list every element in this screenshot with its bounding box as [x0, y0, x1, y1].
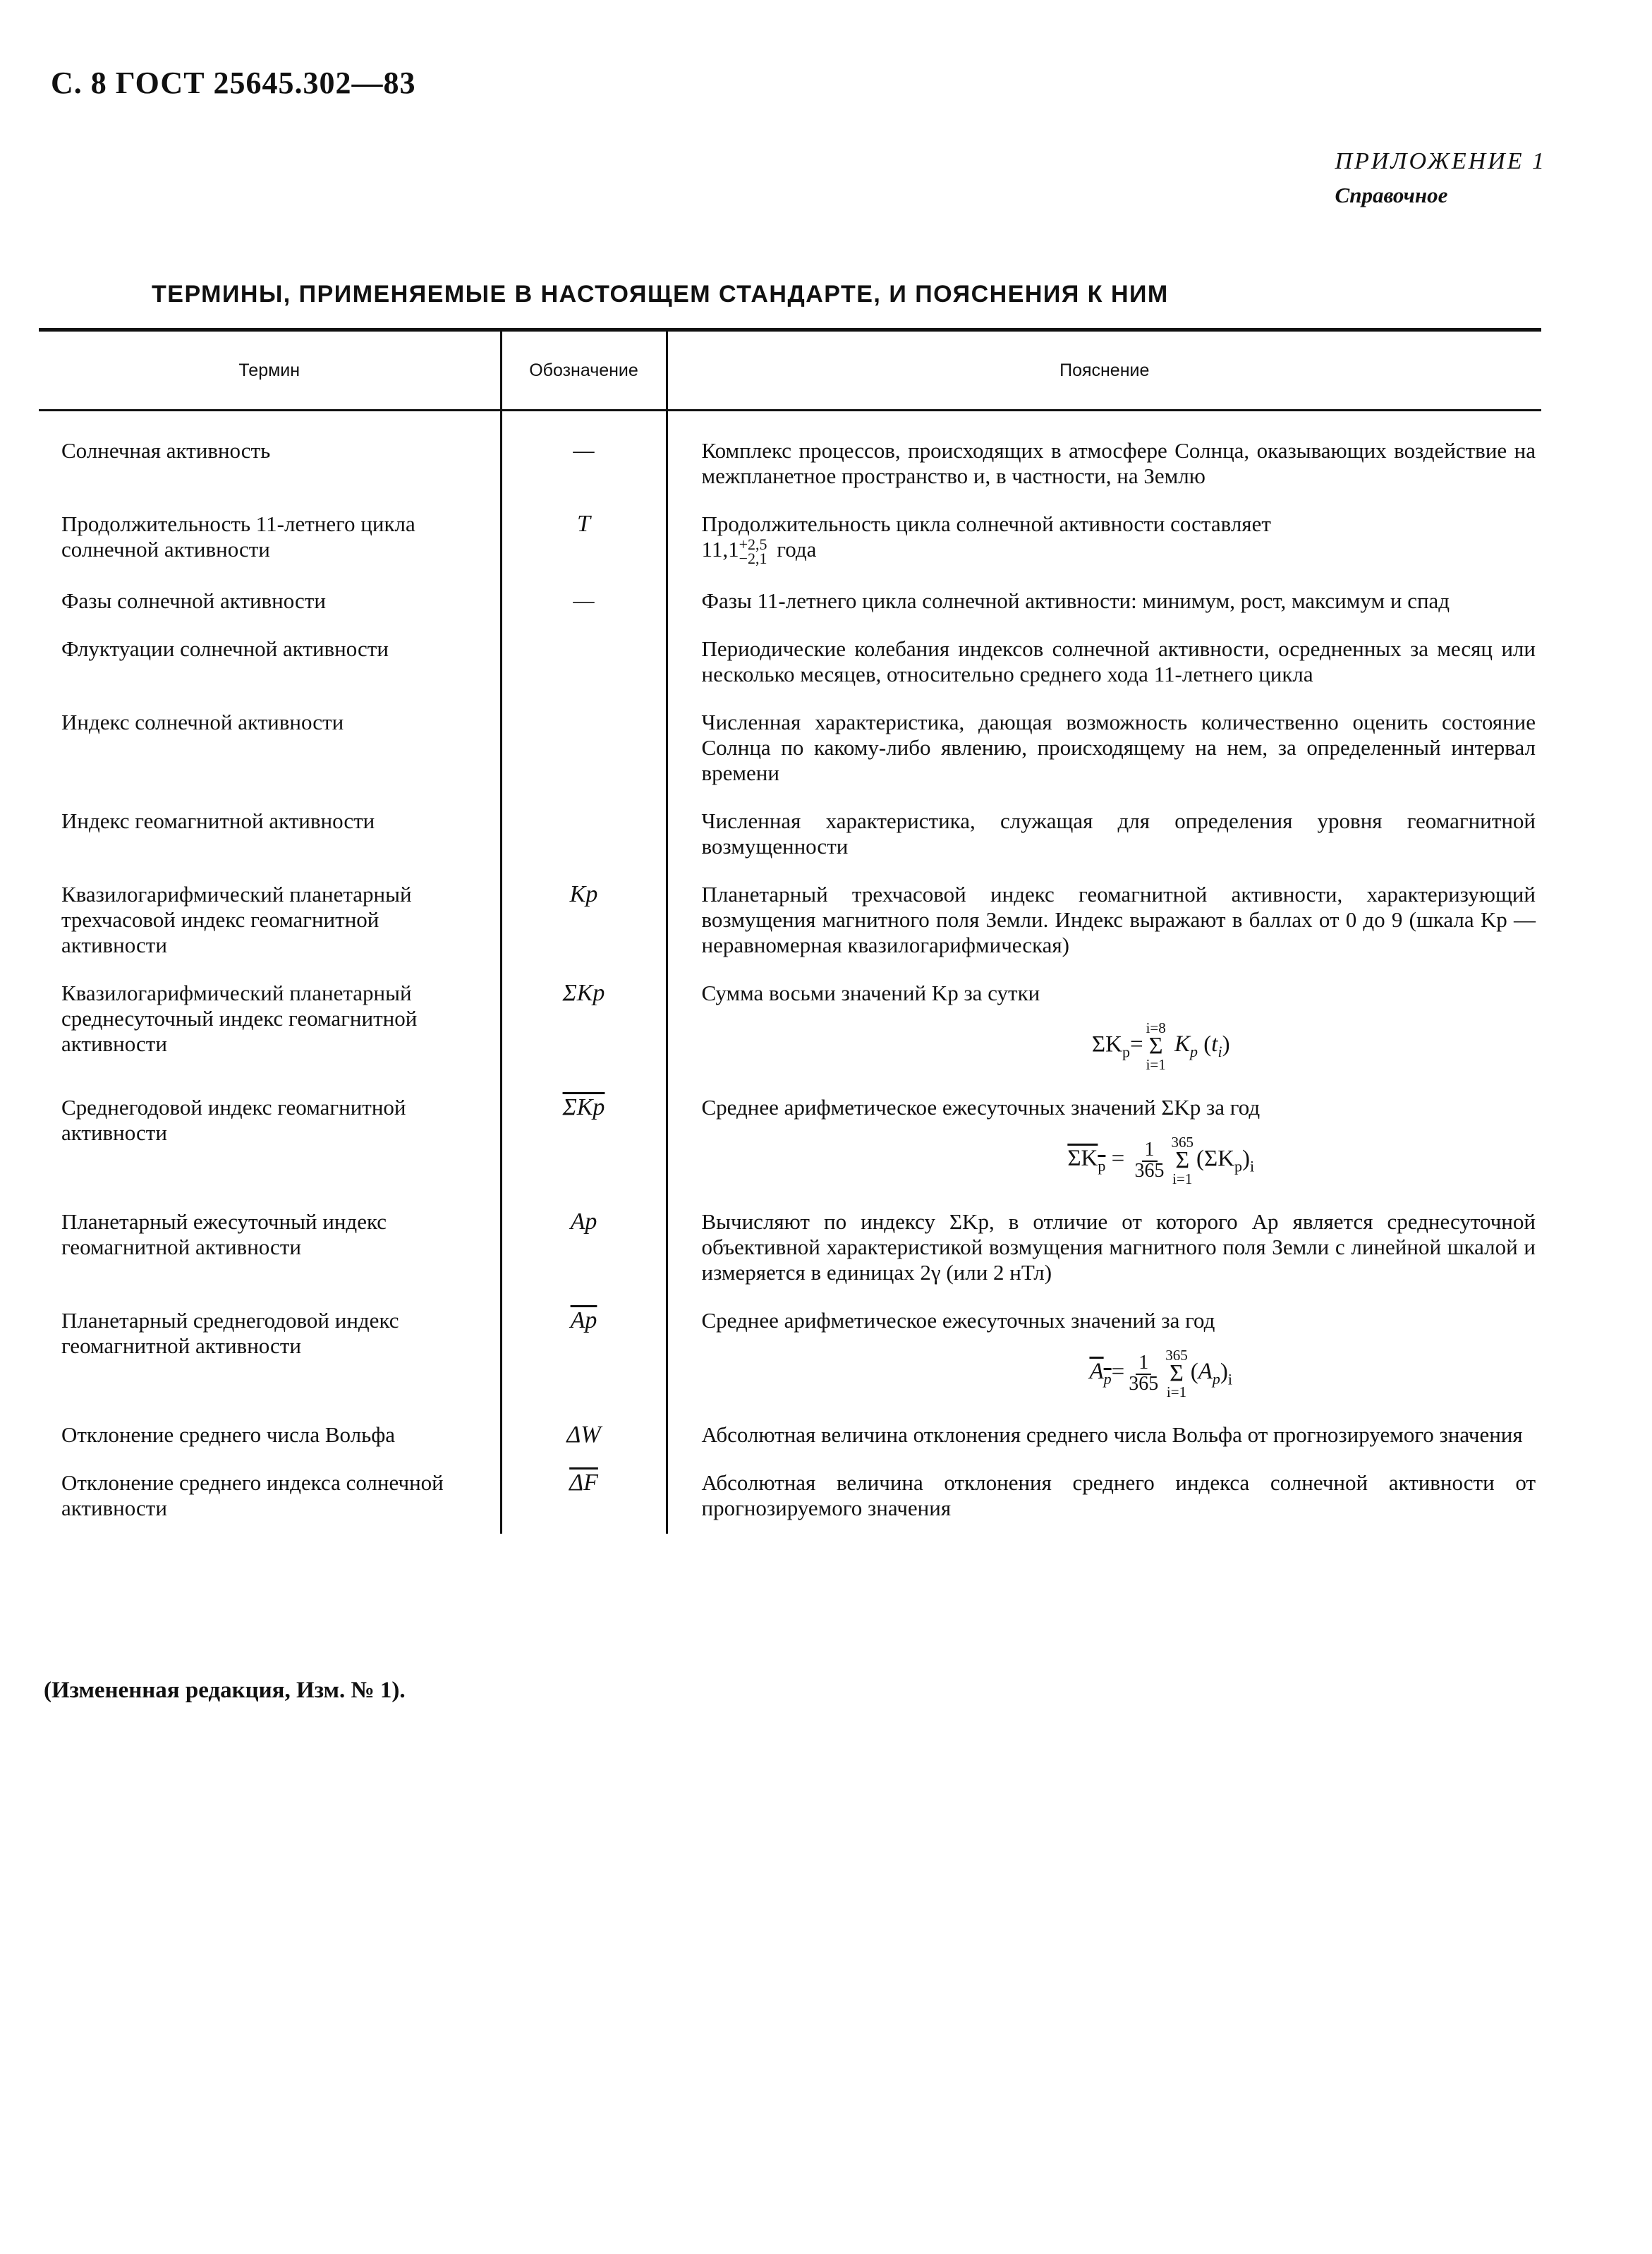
symbol-text: $\overline{\Sigma Kp}$	[562, 1093, 605, 1120]
appendix-label	[1335, 145, 1546, 212]
table-row	[39, 1460, 1541, 1534]
term-cell: Отклонение среднего индекса солнечной активности	[61, 1470, 444, 1520]
table-row	[39, 799, 1541, 872]
explanation-text: Сумма восьми значений Kp за сутки	[701, 980, 1040, 1005]
sum-lower-limit: i=1	[1146, 1055, 1166, 1073]
explanation-cell: Комплекс процессов, происходящих в атмосфере Солнца, оказывающих воздействие на межпланетное пространство и, в частности, на Землю	[701, 438, 1536, 488]
formula-annual-sum-mean: $\Sigma K_p = \frac{1}{365} 365$ Σ $i=1(\Sigma K_p)_i$	[1067, 1133, 1255, 1187]
sum-upper-limit: 365	[1171, 1133, 1194, 1151]
symbol-cell	[501, 700, 667, 799]
sum-operator: i=8 Σ i=1	[1146, 1019, 1166, 1073]
explanation-cell	[667, 1298, 1541, 1412]
explanation-cell: Численная характеристика, служащая для определения уровня геомагнитной возмущенности	[701, 808, 1536, 859]
table-row	[39, 971, 1541, 1085]
table-heading: ТЕРМИНЫ, ПРИМЕНЯЕМЫЕ В НАСТОЯЩЕМ СТАНДАРТЕ, И ПОЯСНЕНИЯ К НИМ	[152, 281, 1169, 308]
symbol-cell	[501, 799, 667, 872]
term-cell: Квазилогарифмический планетарный трехчасовой индекс геомагнитной активности	[61, 881, 412, 957]
symbol-cell: T	[501, 502, 667, 578]
table-row	[39, 502, 1541, 578]
explanation-cell	[667, 1085, 1541, 1199]
symbol-cell	[501, 626, 667, 700]
explanation-text: Продолжительность цикла солнечной активности составляет	[701, 511, 1271, 536]
column-header-explanation: Пояснение	[667, 330, 1541, 411]
symbol-cell	[501, 1085, 667, 1199]
formula-daily-sum: $\Sigma K_p=i=8$ Σ i=1 $K_p$ $(t_i)$	[1091, 1019, 1230, 1073]
table-row	[39, 1085, 1541, 1199]
term-cell: Среднегодовой индекс геомагнитной активности	[61, 1094, 406, 1145]
term-cell: Индекс солнечной активности	[61, 709, 344, 734]
formula-annual-ap-mean: $A_p= \frac{1}{365} 365$ Σ $i=1(A_p)_i$	[1089, 1346, 1233, 1400]
table-header-row	[39, 330, 1541, 411]
sum-lower-limit: i=1	[1172, 1170, 1193, 1187]
fraction	[1129, 1352, 1158, 1395]
table-row	[39, 411, 1541, 502]
explanation-cell	[667, 971, 1541, 1085]
page-header: С. 8 ГОСТ 25645.302—83	[51, 66, 416, 100]
explanation-cell	[667, 502, 1541, 578]
table-row	[39, 1412, 1541, 1460]
fraction	[1135, 1139, 1165, 1182]
column-header-symbol: Обозначение	[501, 330, 667, 411]
term-cell: Планетарный ежесуточный индекс геомагнитной активности	[61, 1208, 387, 1259]
symbol-cell: Ap	[501, 1199, 667, 1298]
explanation-text: Среднее арифметическое ежесуточных значений за год	[701, 1307, 1215, 1333]
table-row	[39, 700, 1541, 799]
cycle-value: 11,1	[701, 537, 739, 562]
table-row	[39, 578, 1541, 626]
symbol-cell: ΣKp	[501, 971, 667, 1085]
term-cell: Продолжительность 11-летнего цикла солнечной активности	[61, 511, 415, 562]
term-cell: Флуктуации солнечной активности	[61, 636, 389, 661]
explanation-cell: Вычисляют по индексу ΣKp, в отличие от которого Ap является среднесуточной объективной характеристикой возмущения магнитного поля Земли с линейной шкалой и измеряется в единицах 2γ (или 2 нТл)	[701, 1208, 1536, 1285]
cycle-tolerance	[739, 535, 767, 567]
fraction-numerator: 1	[1136, 1352, 1151, 1375]
appendix-subtitle: Справочное	[1335, 183, 1448, 207]
sum-operator: 365 Σ i=1	[1171, 1133, 1194, 1187]
term-cell: Солнечная активность	[61, 438, 271, 463]
fraction-numerator: 1	[1142, 1139, 1158, 1162]
symbol-text: $\overline{\Delta F}$	[569, 1469, 598, 1496]
sum-upper-limit: i=8	[1146, 1019, 1166, 1036]
symbol-cell: ΔW	[501, 1412, 667, 1460]
explanation-cell: Абсолютная величина отклонения среднего числа Вольфа от прогнозируемого значения	[701, 1422, 1523, 1447]
fraction-denominator: 365	[1129, 1372, 1159, 1395]
revision-note: (Измененная редакция, Изм. № 1).	[44, 1678, 406, 1703]
fraction-denominator: 365	[1134, 1159, 1165, 1182]
term-cell: Квазилогарифмический планетарный среднесуточный индекс геомагнитной активности	[61, 980, 418, 1056]
terms-table	[39, 328, 1541, 1534]
sum-operator: 365 Σ i=1	[1165, 1346, 1188, 1400]
symbol-text: $\overline{Ap}$	[570, 1307, 597, 1333]
table-row	[39, 626, 1541, 700]
term-cell: Индекс геомагнитной активности	[61, 808, 375, 833]
symbol-cell: —	[501, 411, 667, 502]
symbol-cell: Kp	[501, 872, 667, 971]
explanation-cell: Абсолютная величина отклонения среднего индекса солнечной активности от прогнозируемого значения	[701, 1470, 1536, 1520]
sum-lower-limit: i=1	[1166, 1383, 1187, 1400]
explanation-cell: Планетарный трехчасовой индекс геомагнитной активности, характеризующий возмущения магнитного поля Земли. Индекс выражают в баллах от 0 до 9 (шкала Kp — неравномерная квазилогарифмическая)	[701, 881, 1536, 957]
sum-upper-limit: 365	[1165, 1346, 1188, 1364]
column-header-term: Термин	[39, 330, 501, 411]
term-cell: Отклонение среднего числа Вольфа	[61, 1422, 396, 1447]
appendix-title: ПРИЛОЖЕНИЕ 1	[1335, 148, 1546, 174]
term-cell: Планетарный среднегодовой индекс геомагнитной активности	[61, 1307, 399, 1358]
symbol-cell	[501, 1460, 667, 1534]
table-row	[39, 872, 1541, 971]
table-row	[39, 1298, 1541, 1412]
table-row	[39, 1199, 1541, 1298]
tolerance-plus: +2,5	[739, 535, 767, 553]
explanation-cell: Периодические колебания индексов солнечной активности, осредненных за месяц или несколько месяцев, относительно среднего хода 11-летнего цикла	[701, 636, 1536, 686]
explanation-cell: Фазы 11-летнего цикла солнечной активности: минимум, рост, максимум и спад	[701, 588, 1450, 613]
explanation-text: Среднее арифметическое ежесуточных значений ΣKp за год	[701, 1094, 1261, 1120]
term-cell: Фазы солнечной активности	[61, 588, 326, 613]
cycle-unit: года	[777, 537, 817, 562]
symbol-cell	[501, 1298, 667, 1412]
tolerance-minus: −2,1	[739, 549, 767, 567]
symbol-cell: —	[501, 578, 667, 626]
explanation-cell: Численная характеристика, дающая возможность количественно оценить состояние Солнца по какому-либо явлению, происходящему на нем, за определенный интервал времени	[701, 709, 1536, 785]
